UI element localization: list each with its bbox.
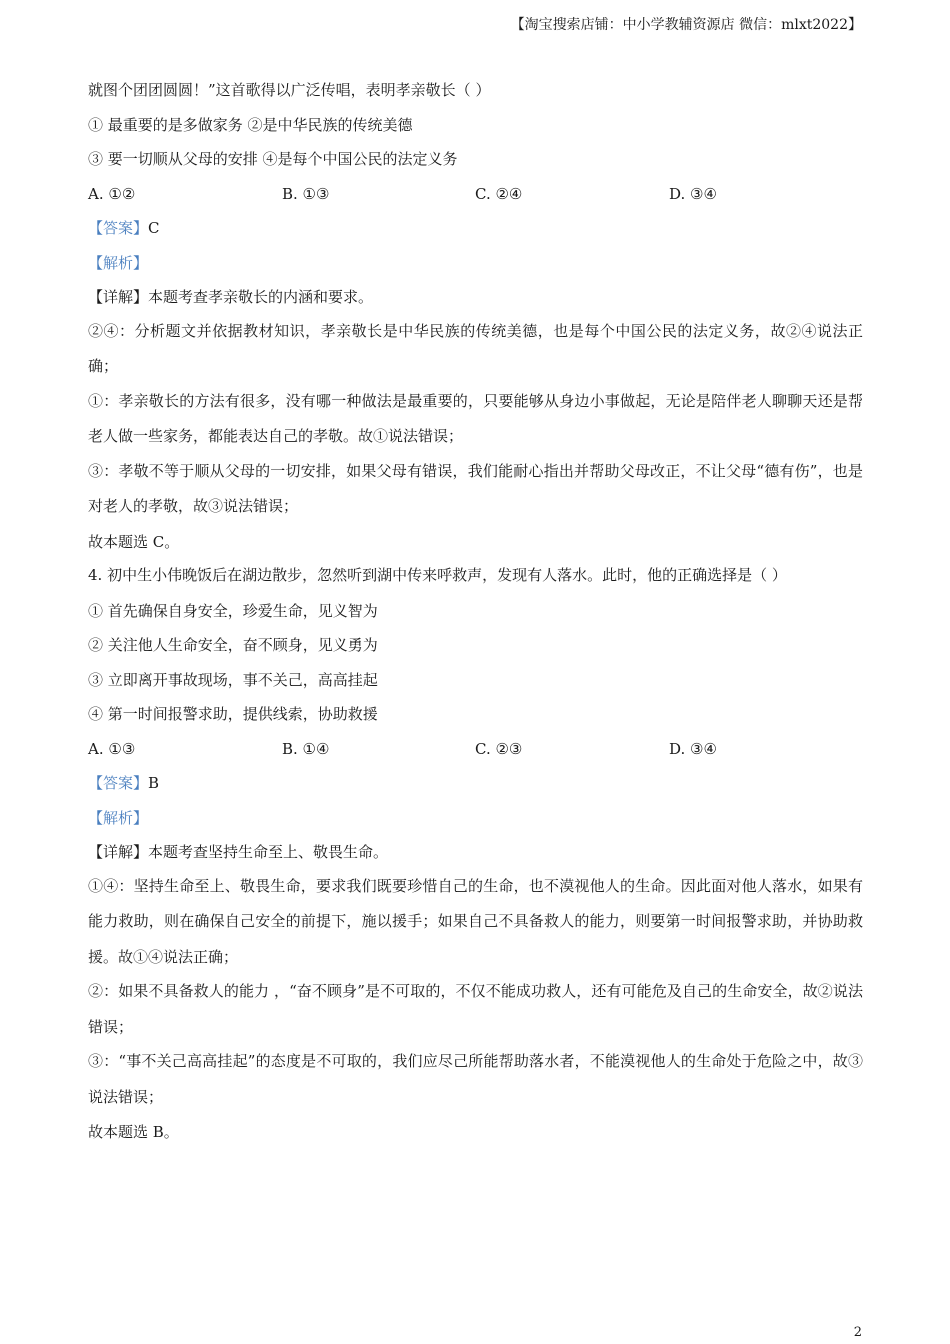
analysis-label: 【解析】 bbox=[88, 808, 149, 827]
statement-line: ③ 要一切顺从父母的安排 ④是每个中国公民的法定义务 bbox=[88, 150, 458, 168]
answer-value: B bbox=[148, 774, 160, 792]
answer-line bbox=[88, 773, 863, 793]
page-content bbox=[88, 80, 863, 1142]
detail-line: 【详解】本题考查坚持生命至上、敬畏生命。 bbox=[88, 843, 389, 861]
conclusion-line: 故本题选 B。 bbox=[88, 1123, 179, 1141]
option-b: B. ①④ bbox=[282, 739, 330, 758]
answer-label: 【答案】 bbox=[88, 219, 149, 237]
option-a: A. ①③ bbox=[88, 739, 136, 758]
statement-line: ① 首先确保自身安全，珍爱生命，见义智为 bbox=[88, 601, 378, 620]
explanation-paragraph: ③：孝敬不等于顺从父母的一切安排，如果父母有错误，我们能耐心指出并帮助父母改正，不让父母“德有伤”，也是对老人的孝敬，故③说法错误； bbox=[88, 461, 863, 516]
option-d: D. ③④ bbox=[669, 739, 717, 758]
answer-options bbox=[88, 739, 863, 759]
option-a: A. ①② bbox=[88, 184, 136, 203]
explanation-paragraph: ②：如果不具备救人的能力 ，“奋不顾身”是不可取的，不仅不能成功救人，还有可能危及自己的生命安全，故②说法错误； bbox=[88, 982, 863, 1036]
option-b: B. ①③ bbox=[282, 184, 330, 203]
statement-line: ③ 立即离开事故现场，事不关己，高高挂起 bbox=[88, 670, 378, 689]
page-header: 【淘宝搜索店铺：中小学教辅资源店 微信：mlxt2022】 bbox=[510, 17, 862, 33]
option-c: C. ②③ bbox=[475, 739, 523, 758]
page-number: 2 bbox=[853, 1325, 862, 1340]
question-4 bbox=[88, 558, 863, 1142]
conclusion-line: 故本题选 C。 bbox=[88, 532, 180, 551]
statement-line: ① 最重要的是多做家务 ②是中华民族的传统美德 bbox=[88, 115, 413, 134]
statement-line: ④ 第一时间报警求助，提供线索，协助救援 bbox=[88, 705, 378, 723]
answer-label: 【答案】 bbox=[88, 774, 149, 792]
question-3 bbox=[88, 80, 863, 552]
question-stem: 就图个团团圆圆！”这首歌得以广泛传唱，表明孝亲敬长（ ） bbox=[88, 81, 491, 99]
detail-line: 【详解】本题考查孝亲敬长的内涵和要求。 bbox=[88, 288, 374, 306]
explanation-paragraph: ③：“事不关己高高挂起”的态度是不可取的，我们应尽己所能帮助落水者，不能漠视他人的生命处于危险之中，故③说法错误； bbox=[88, 1052, 863, 1106]
statement-line: ② 关注他人生命安全，奋不顾身，见义勇为 bbox=[88, 636, 378, 654]
explanation-paragraph: ①④：坚持生命至上、敬畏生命，要求我们既要珍惜自己的生命，也不漠视他人的生命。因此面对他人落水，如果有能力救助，则在确保自己安全的前提下，施以援手；如果自己不具备救人的能力，则要第一时间报警求助，并协助救援。故①④说法正确； bbox=[88, 876, 863, 966]
answer-line bbox=[88, 218, 863, 238]
analysis-label: 【解析】 bbox=[88, 253, 149, 272]
answer-value: C bbox=[148, 219, 160, 237]
answer-options bbox=[88, 184, 863, 204]
option-c: C. ②④ bbox=[475, 184, 523, 203]
explanation-paragraph: ②④：分析题文并依据教材知识，孝亲敬长是中华民族的传统美德，也是每个中国公民的法定义务，故②④说法正确； bbox=[88, 321, 863, 376]
option-d: D. ③④ bbox=[669, 184, 717, 203]
explanation-paragraph: ①：孝亲敬长的方法有很多，没有哪一种做法是最重要的，只要能够从身边小事做起，无论是陪伴老人聊聊天还是帮老人做一些家务，都能表达自己的孝敬。故①说法错误； bbox=[88, 391, 863, 446]
question-stem: 4. 初中生小伟晚饭后在湖边散步，忽然听到湖中传来呼救声，发现有人落水。此时，他的正确选择是（ ） bbox=[88, 566, 787, 585]
